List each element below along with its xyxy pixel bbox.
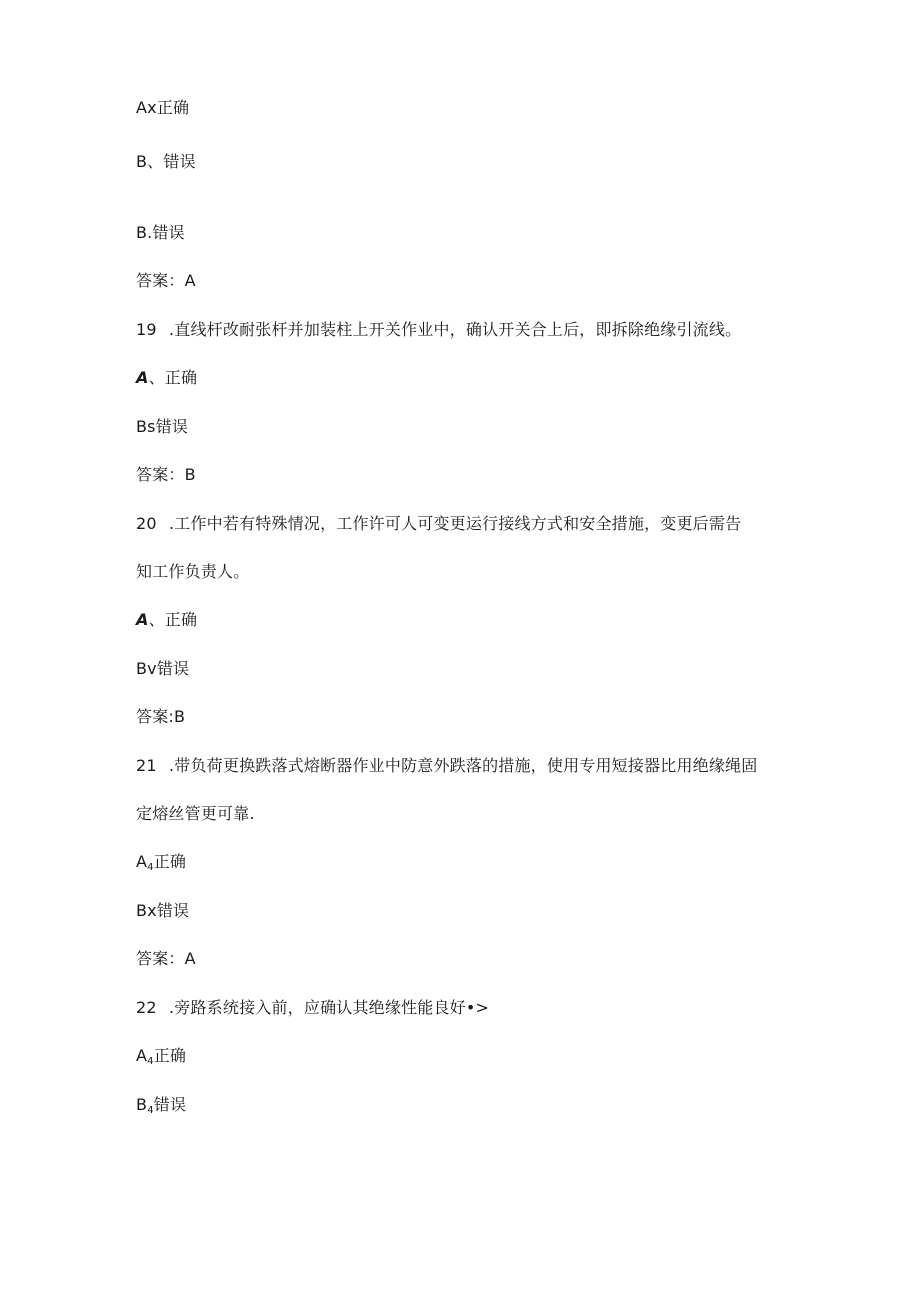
question-text-continued: 知工作负责人。 [136,562,250,581]
option-subscript: 4 [147,1056,154,1067]
question-number: 21 [136,756,157,775]
option-b-wrong: B.错误 [136,223,185,242]
option-text: 、正确 [148,368,198,387]
question-text-continued: 定熔丝管更可靠. [136,804,255,823]
answer-line: 答案:B [136,707,186,726]
option-a-correct [136,1046,186,1072]
answer-line: 答案：A [136,271,196,290]
answer-line: 答案：B [136,465,196,484]
option-letter: A [136,610,149,629]
option-b-wrong: Bx错误 [136,901,190,920]
question-21 [136,756,758,776]
option-a-correct [136,610,197,630]
option-b-wrong: B、错误 [136,152,196,171]
option-text: 正确 [153,1046,187,1065]
option-a-correct [136,368,197,388]
option-a-correct: Ax正确 [136,98,190,117]
question-text: .工作中若有特殊情况，工作许可人可变更运行接线方式和安全措施，变更后需告 [169,514,742,533]
question-19 [136,320,741,340]
option-text: 错误 [153,1095,187,1114]
option-letter: B [136,1095,148,1114]
question-text: .带负荷更换跌落式熔断器作业中防意外跌落的措施，使用专用短接器比用绝缘绳固 [169,756,758,775]
option-b-wrong [136,1095,186,1121]
question-20 [136,514,741,534]
question-number: 20 [136,514,157,533]
question-text: .直线杆改耐张杆并加装柱上开关作业中，确认开关合上后，即拆除绝缘引流线。 [169,320,742,339]
option-letter: A [136,1046,148,1065]
option-a-correct [136,852,186,878]
option-letter: A [136,852,148,871]
option-subscript: 4 [147,862,154,873]
answer-line: 答案：A [136,949,196,968]
option-text: 正确 [153,852,187,871]
question-text: .旁路系统接入前，应确认其绝缘性能良好•> [169,998,490,1017]
option-b-wrong: Bv错误 [136,659,190,678]
option-letter: A [136,368,149,387]
question-number: 22 [136,998,157,1017]
option-subscript: 4 [147,1105,154,1116]
option-b-wrong: Bs错误 [136,417,189,436]
question-22 [136,998,489,1018]
option-text: 、正确 [148,610,198,629]
question-number: 19 [136,320,157,339]
